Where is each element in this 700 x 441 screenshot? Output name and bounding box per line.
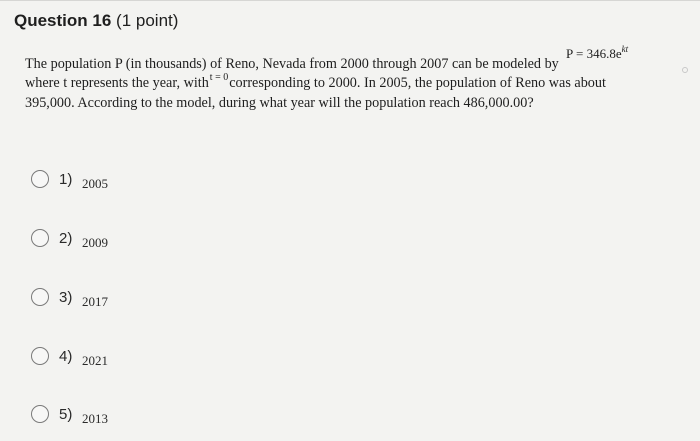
radio-button-icon[interactable] xyxy=(31,288,49,306)
scroll-dot-icon xyxy=(682,67,688,73)
option-value: 2017 xyxy=(82,294,108,309)
option-number: 1) xyxy=(59,171,73,188)
radio-button-icon[interactable] xyxy=(31,347,49,365)
question-text-line-1: The population P (in thousands) of Reno, Nevada from 2000 through 2007 can be modeled by xyxy=(25,56,559,72)
option-number: 4) xyxy=(59,348,73,365)
option-value: 2021 xyxy=(82,353,108,368)
option-number: 5) xyxy=(59,406,73,423)
question-points: (1 point) xyxy=(116,11,179,30)
option-number: 3) xyxy=(59,289,73,306)
population-formula xyxy=(566,44,628,62)
option-value: 2009 xyxy=(82,235,108,250)
question-text-line-2a: where t represents the year, with xyxy=(25,75,209,91)
formula-exponent: kt xyxy=(621,44,629,54)
question-text-line-2 xyxy=(25,72,606,93)
question-title: Question 16 xyxy=(14,11,112,30)
question-header xyxy=(14,11,178,31)
formula-lhs: P = 346.8e xyxy=(566,46,622,61)
option-value: 2005 xyxy=(82,176,108,191)
radio-button-icon[interactable] xyxy=(31,229,49,247)
option-value: 2013 xyxy=(82,411,108,426)
question-body xyxy=(0,40,700,120)
t-zero-expression: t = 0 xyxy=(209,72,229,83)
radio-button-icon[interactable] xyxy=(31,170,49,188)
top-divider xyxy=(0,0,700,1)
question-text-line-2b: corresponding to 2000. In 2005, the population of Reno was about xyxy=(229,75,606,91)
question-text-line-3: 395,000. According to the model, during what year will the population reach 486,000.00? xyxy=(25,95,534,111)
radio-button-icon[interactable] xyxy=(31,405,49,423)
option-number: 2) xyxy=(59,230,73,247)
